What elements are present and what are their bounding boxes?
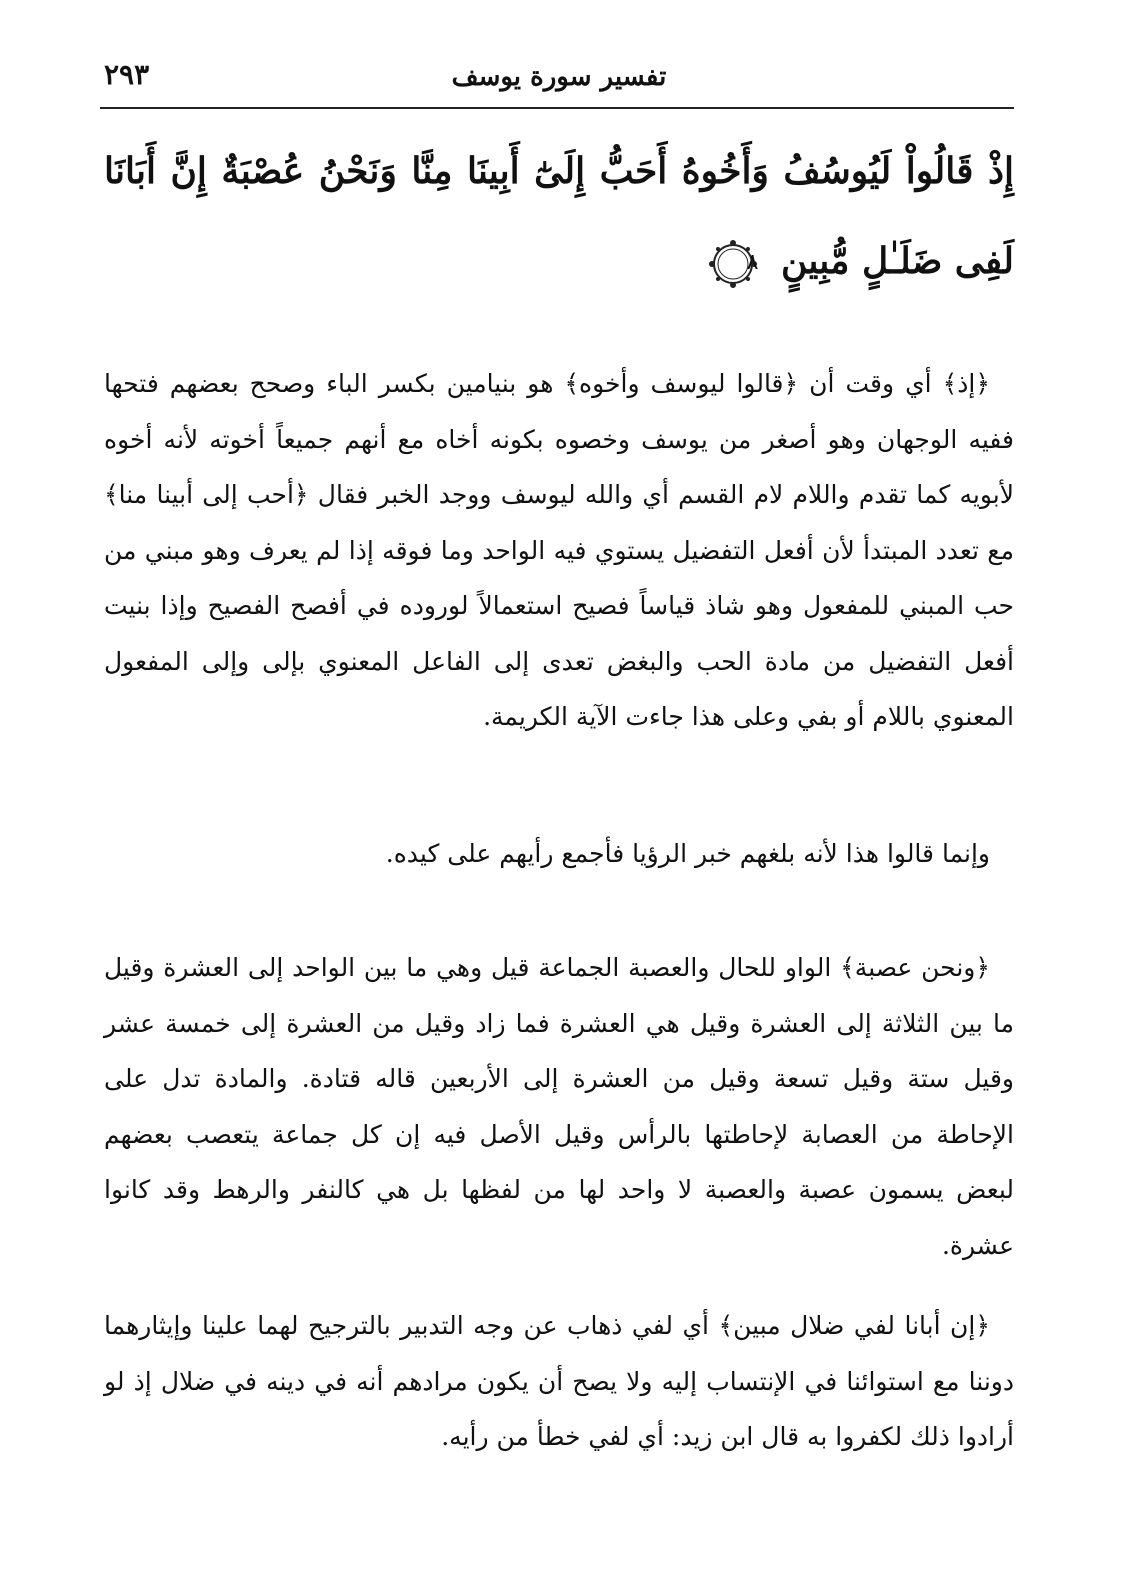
ayah-end-marker	[708, 239, 758, 289]
ayah-number: ٨	[746, 250, 759, 275]
commentary-paragraph: ﴿ونحن عصبة﴾ الواو للحال والعصبة الجماعة قيل وهي ما بين الواحد إلى العشرة وقيل ما بين الثلاثة إلى العشرة وقيل هي العشرة فما زاد وقيل من العشرة إلى خمسة عشر وقيل ستة وقيل تسعة وقيل من العشرة إلى الأربعين قاله قتادة. والمادة تدل على الإحاطة من العصابة لإحاطتها بالرأس وقيل الأصل فيه إن كل جماعة يتعصب بعضهم لبعض يسمون عصبة والعصبة لا واحد لها من لفظها بل هي كالنفر والرهط وقد كانوا عشرة.	[104, 953, 1014, 1260]
header-rule	[100, 107, 1014, 109]
running-header	[104, 56, 1014, 106]
running-title: تفسير سورة يوسف	[451, 62, 667, 92]
commentary-paragraph: ﴿إن أبانا لفي ضلال مبين﴾ أي لفي ذهاب عن وجه التدبير بالترجيح لهما علينا وإيثارهما دوننا مع استوائنا في الإنتساب إليه ولا يصح أن يكون مرادهم أنه في دينه في ضلال إذ لو أرادوا ذلك لكفروا به قال ابن زيد: أي لفي خطأ من رأيه.	[104, 1311, 1014, 1451]
commentary-paragraph: ﴿إذ﴾ أي وقت أن ﴿قالوا ليوسف وأخوه﴾ هو بنيامين بكسر الباء وصحح بعضهم فتحها ففيه الوجهان وهو أصغر من يوسف وخصوه بكونه أخاه مع أنهم جميعاً أخوته لأنه أخوه لأبويه كما تقدم واللام لام القسم أي والله ليوسف ووجد الخبر فقال ﴿أحب إلى أبينا منا﴾ مع تعدد المبتدأ لأن أفعل التفضيل يستوي فيه الواحد وما فوقه إذا لم يعرف وهو مبني من حب المبني للمفعول وهو شاذ قياساً فصيح استعمالاً لوروده في أفصح الفصيح وإذا بنيت أفعل التفضيل من مادة الحب والبغض تعدى إلى الفاعل المعنوي بإلى وإلى المفعول المعنوي باللام أو بفي وعلى هذا جاءت الآية الكريمة.	[104, 369, 1014, 731]
quran-verse	[104, 126, 1014, 306]
commentary-paragraph: وإنما قالوا هذا لأنه بلغهم خبر الرؤيا فأجمع رأيهم على كيده.	[385, 839, 990, 868]
page-number: ٢٩٣	[104, 58, 150, 91]
verse-text: إِذْ قَالُواْ لَيُوسُفُ وَأَخُوهُ أَحَبُّ إِلَىٰٓ أَبِينَا مِنَّا وَنَحْنُ عُصْبَةٌ إِنَّ أَبَانَا لَفِى ضَلَـٰلٍ مُّبِينٍ	[104, 150, 1014, 282]
